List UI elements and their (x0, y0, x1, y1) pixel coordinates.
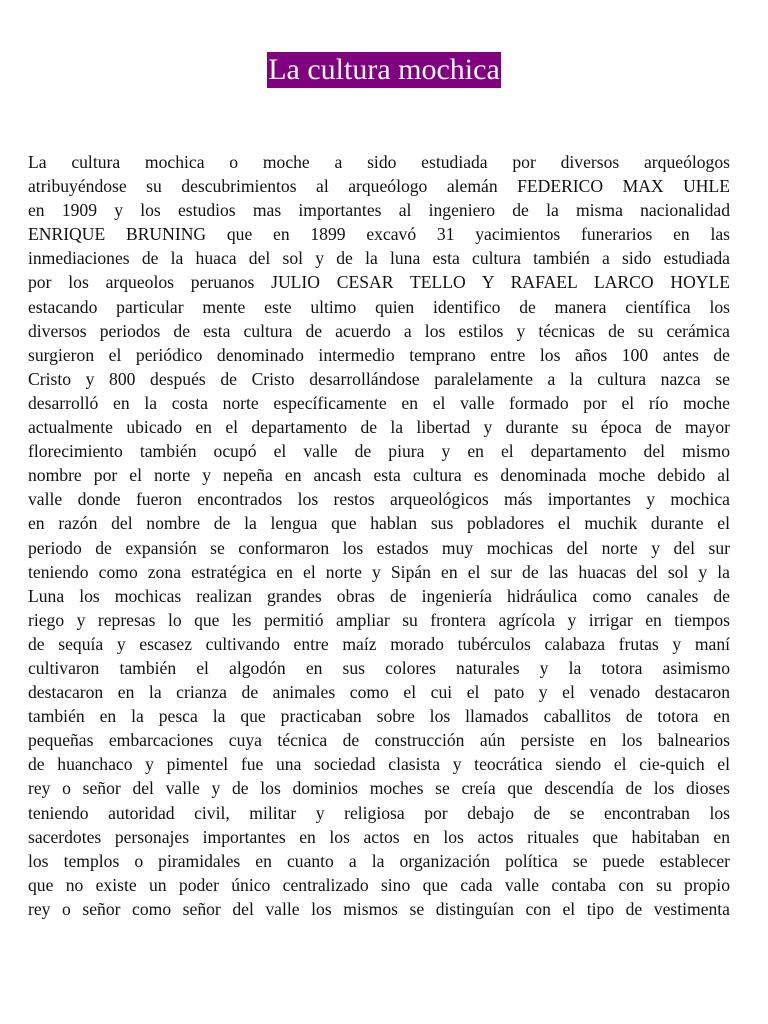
paragraph-line: valle donde fueron encontrados los restos arqueológicos más importantes y mochica (28, 489, 730, 510)
paragraph-line: los templos o piramidales en cuanto a la organización política se puede establecer (28, 850, 730, 871)
paragraph-line: Cristo y 800 después de Cristo desarrollándose paralelamente a la cultura nazca se (28, 368, 730, 389)
paragraph-line: desarrolló en la costa norte específicamente en el valle formado por el río moche (28, 392, 730, 413)
paragraph-line: pequeñas embarcaciones cuya técnica de construcción aún persiste en los balnearios (28, 730, 730, 751)
paragraph-line: también en la pesca la que practicaban sobre los llamados caballitos de totora en (28, 706, 730, 727)
paragraph-line: rey o señor del valle y de los dominios moches se creía que descendía de los dioses (28, 778, 730, 799)
paragraph-line: de huanchaco y pimentel fue una sociedad clasista y teocrática siendo el cie-quich el (28, 754, 730, 775)
paragraph-line: periodo de expansión se conformaron los estados muy mochicas del norte y del sur (28, 537, 730, 558)
paragraph-line: nombre por el norte y nepeña en ancash esta cultura es denominada moche debido al (28, 465, 730, 486)
paragraph-line: cultivaron también el algodón en sus colores naturales y la totora asimismo (28, 657, 730, 678)
paragraph-line: actualmente ubicado en el departamento de la libertad y durante su época de mayor (28, 417, 730, 438)
paragraph-line: de sequía y escasez cultivando entre maíz morado tubérculos calabaza frutas y maní (28, 633, 730, 654)
paragraph-line: rey o señor como señor del valle los mismos se distinguían con el tipo de vestimenta (28, 898, 730, 919)
paragraph-line: atribuyéndose su descubrimientos al arqueólogo alemán FEDERICO MAX UHLE (28, 176, 730, 197)
paragraph-line: ENRIQUE BRUNING que en 1899 excavó 31 yacimientos funerarios en las (28, 224, 730, 245)
document-title: La cultura mochica (268, 53, 500, 86)
paragraph-line: surgieron el periódico denominado intermedio temprano entre los años 100 antes de (28, 344, 730, 365)
paragraph-line: por los arqueolos peruanos JULIO CESAR TELLO Y RAFAEL LARCO HOYLE (28, 272, 730, 293)
paragraph-line: en 1909 y los estudios mas importantes al ingeniero de la misma nacionalidad (28, 200, 730, 221)
paragraph-line: estacando particular mente este ultimo quien identifico de manera científica los (28, 296, 730, 317)
paragraph-line: riego y represas lo que les permitió ampliar su frontera agrícola y irrigar en tiempos (28, 609, 730, 630)
paragraph-line: teniendo autoridad civil, militar y religiosa por debajo de se encontraban los (28, 802, 730, 823)
paragraph-line: en razón del nombre de la lengua que hablan sus pobladores el muchik durante el (28, 513, 730, 534)
paragraph-line: La cultura mochica o moche a sido estudiada por diversos arqueólogos (28, 152, 730, 172)
paragraph-line: sacerdotes personajes importantes en los actos en los actos rituales que habitaban en (28, 826, 730, 847)
paragraph-line: florecimiento también ocupó el valle de piura y en el departamento del mismo (28, 441, 730, 462)
paragraph-line: destacaron en la crianza de animales como el cui el pato y el venado destacaron (28, 682, 730, 703)
paragraph-line: diversos periodos de esta cultura de acuerdo a los estilos y técnicas de su cerámica (28, 320, 730, 341)
body-paragraph (28, 150, 730, 921)
paragraph-line: teniendo como zona estratégica en el norte y Sipán en el sur de las huacas del sol y la (28, 561, 730, 582)
paragraph-line: inmediaciones de la huaca del sol y de la luna esta cultura también a sido estudiada (28, 248, 730, 269)
paragraph-line: Luna los mochicas realizan grandes obras de ingeniería hidráulica como canales de (28, 585, 730, 606)
title-container (0, 52, 768, 88)
paragraph-line: que no existe un poder único centralizado sino que cada valle contaba con su propio (28, 874, 730, 895)
